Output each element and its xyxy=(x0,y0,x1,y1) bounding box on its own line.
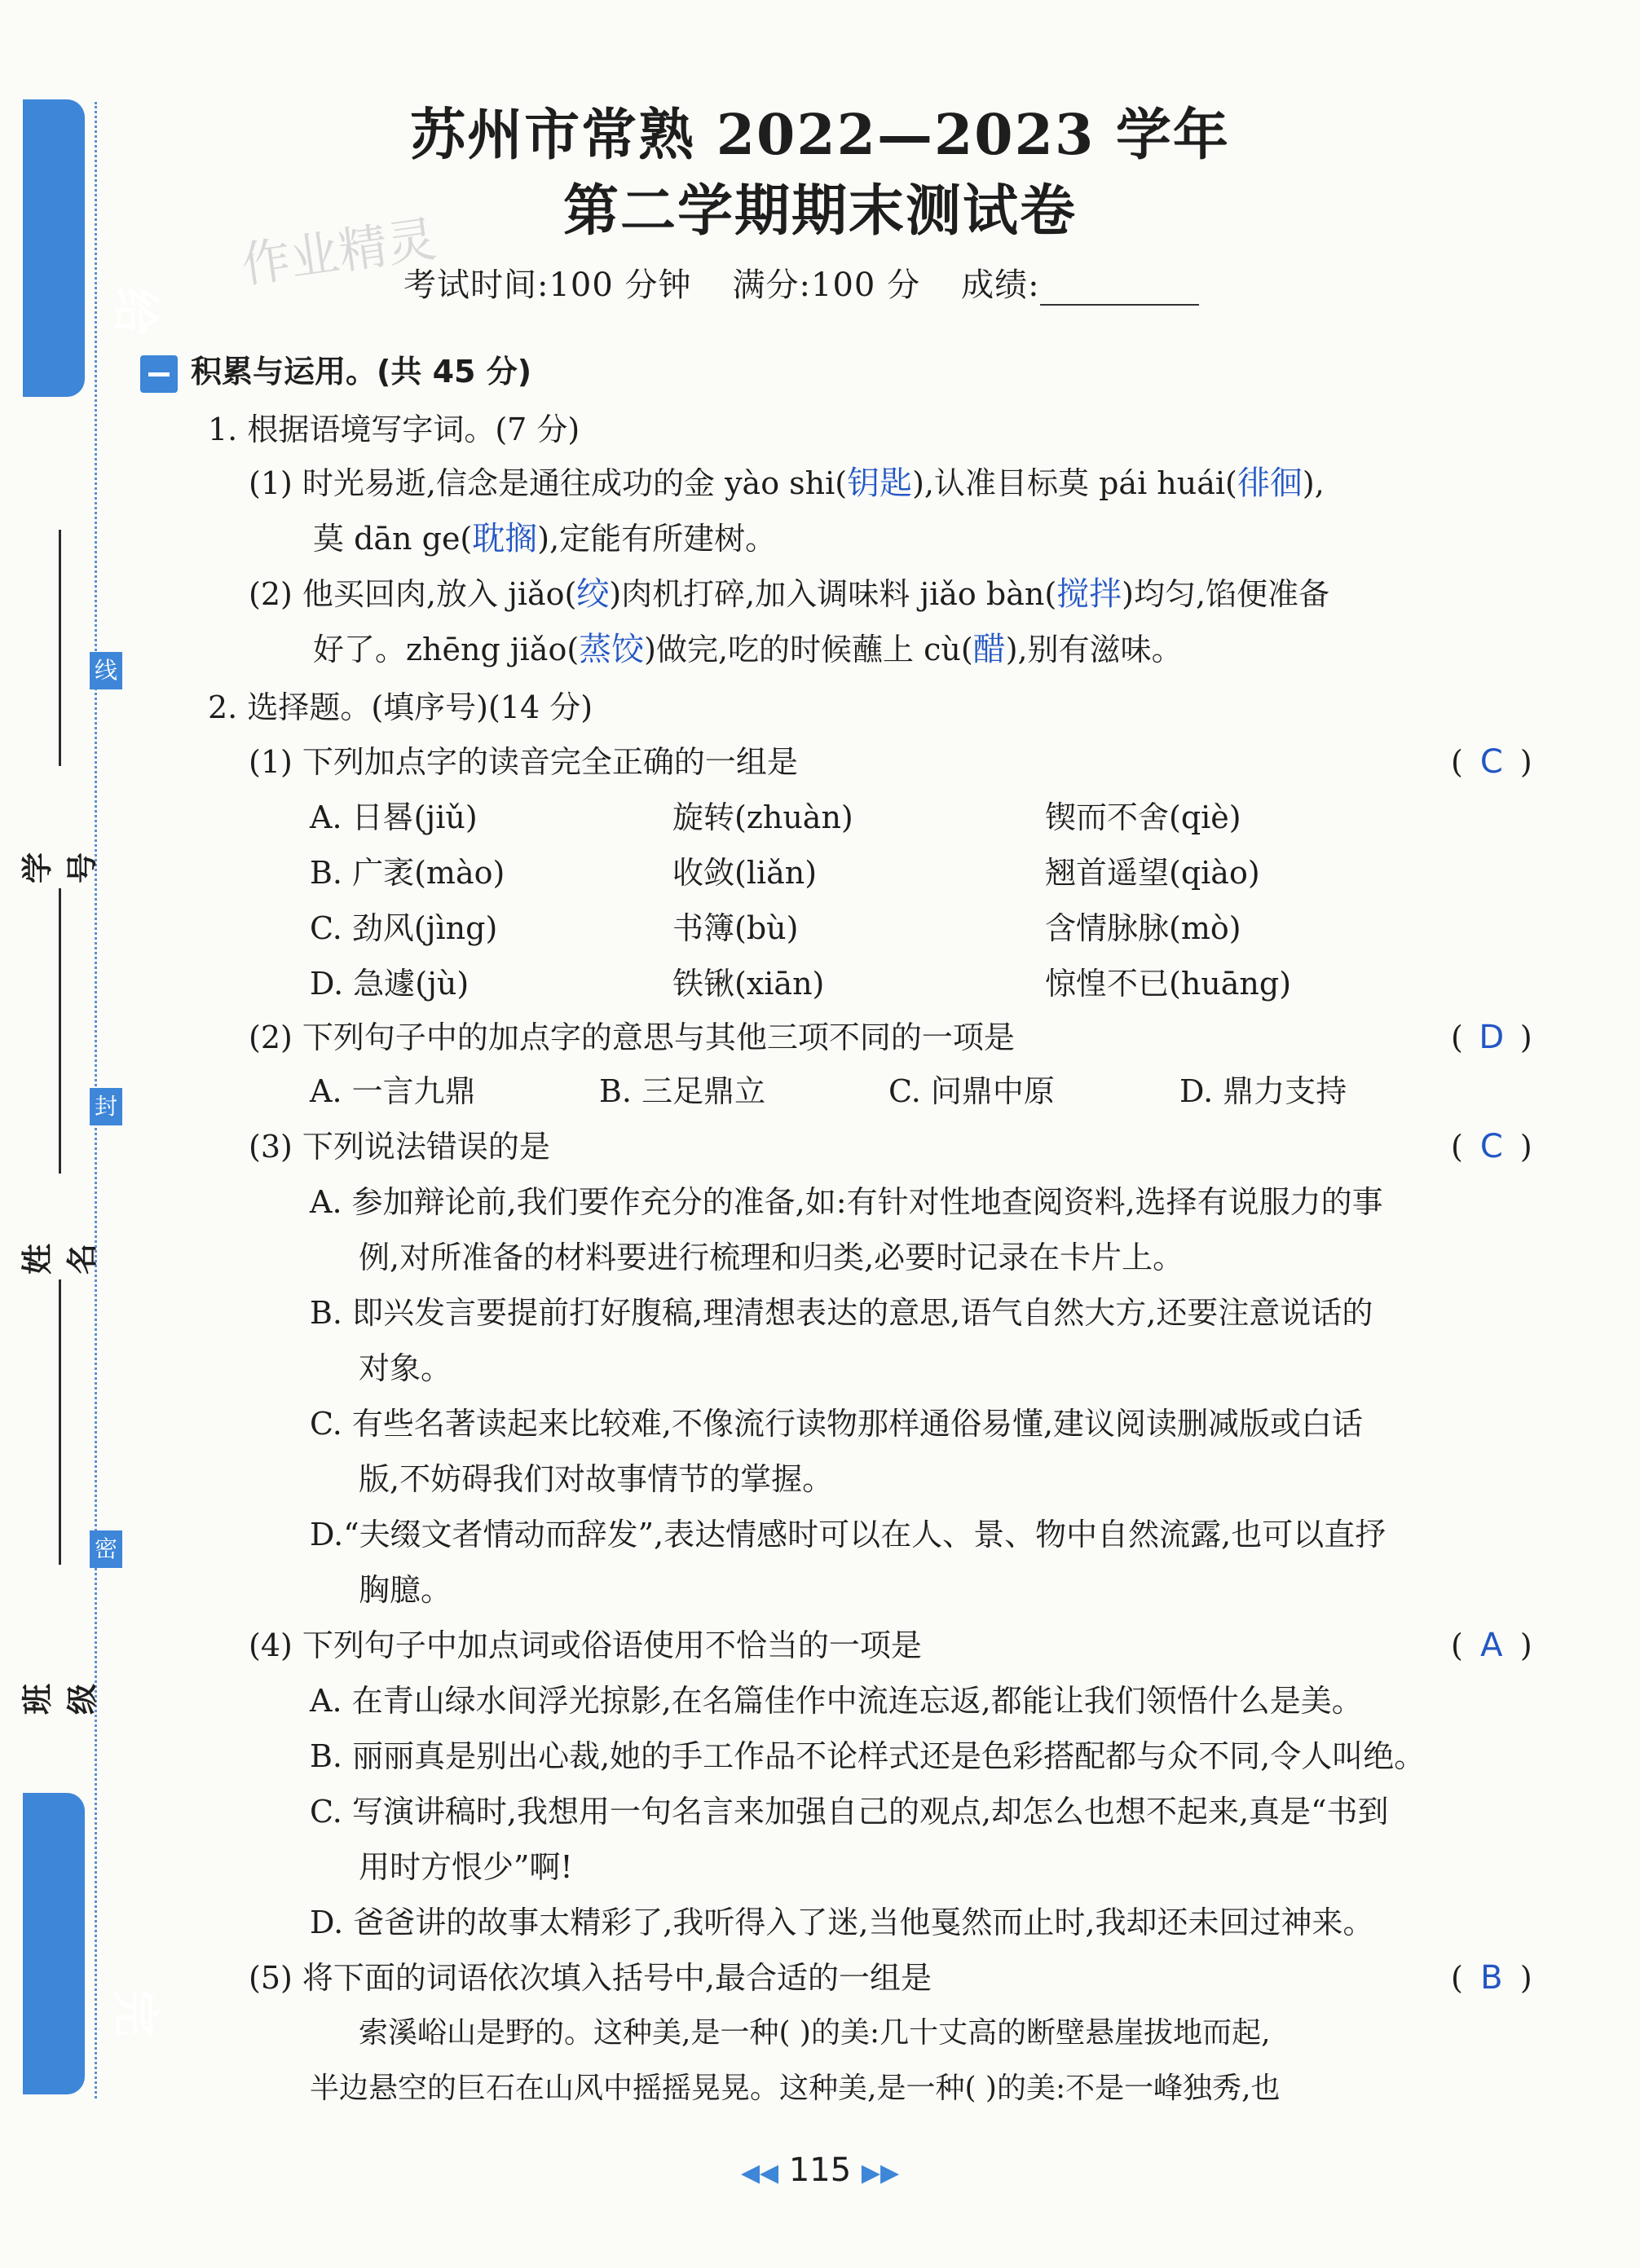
q2-4-stem: (4) 下列句子中加点词或俗语使用不恰当的一项是 xyxy=(249,1627,922,1663)
score-label: 成绩: xyxy=(961,266,1040,304)
answer-text: A xyxy=(1480,1627,1503,1664)
q1-p1-line1: (1) 时光易逝,信念是通往成功的金 yào shi(钥匙),认准目标莫 pái huái(徘徊), xyxy=(249,465,1325,502)
q2-1-d2: 铁锹(xiān) xyxy=(672,966,825,1002)
class-label: 班级 xyxy=(20,1684,100,1715)
q2-3-line: 例,对所准备的材料要进行梳理和归类,必要时记录在卡片上。 xyxy=(359,1240,1184,1275)
section-number-badge xyxy=(140,355,178,393)
q2-1-a2: 旋转(zhuàn) xyxy=(672,799,853,835)
page-number: 115 xyxy=(788,2151,852,2189)
answer-text: 钥匙 xyxy=(847,465,913,502)
q2-3-line: 版,不妨碍我们对故事情节的掌握。 xyxy=(359,1461,834,1497)
q2-4-answer-bracket: ( A ) xyxy=(1451,1627,1532,1664)
q2-2-answer-bracket: ( D ) xyxy=(1451,1019,1532,1056)
answer-text: 徘徊 xyxy=(1237,465,1303,502)
q2-1-b2: 收敛(liǎn) xyxy=(672,855,818,891)
sidebar-tab-top-label: 给 xyxy=(108,287,163,335)
q2-1-d1: D. 急遽(jù) xyxy=(310,966,470,1002)
section-heading: 积累与运用。(共 45 分) xyxy=(140,346,531,393)
page-title-line2: 第二学期期末测试卷 xyxy=(562,178,1077,244)
student-id-line xyxy=(59,530,61,766)
q2-3-line: D.“夫缀文者情动而辞发”,表达情感时可以在人、景、物中自然流露,也可以直抒 xyxy=(310,1517,1387,1552)
class-line xyxy=(59,1279,61,1565)
q2-1-d3: 惊惶不已(huāng) xyxy=(1045,966,1292,1002)
q2-1-a1: A. 日晷(jiǔ) xyxy=(310,799,478,835)
exam-info xyxy=(403,259,1199,306)
seal-line-mark: 线 xyxy=(90,652,122,689)
q2-5-passage-line: 半边悬空的巨石在山风中摇摇晃晃。这种美,是一种( )的美:不是一峰独秀,也 xyxy=(310,2072,1281,2105)
answer-text: 耽搁 xyxy=(472,520,538,557)
q2-4-line: D. 爸爸讲的故事太精彩了,我听得入了迷,当他戛然而止时,我却还未回过神来。 xyxy=(310,1905,1374,1940)
q2-5-stem: (5) 将下面的词语依次填入括号中,最合适的一组是 xyxy=(249,1960,932,1996)
answer-text: 搅拌 xyxy=(1056,575,1122,613)
answer-text: B xyxy=(1480,1959,1503,1997)
q2-2-opt-b: B. 三足鼎立 xyxy=(599,1073,766,1109)
answer-text: 绞 xyxy=(576,575,610,613)
q2-1-a3: 锲而不舍(qiè) xyxy=(1045,799,1241,835)
sidebar-tab-bottom-label: 完 xyxy=(108,1988,163,2037)
q2-2-opt-d: D. 鼎力支持 xyxy=(1179,1073,1347,1109)
answer-text: C xyxy=(1479,743,1503,781)
q2-3-answer-bracket: ( C ) xyxy=(1451,1128,1532,1165)
page-footer xyxy=(0,2151,1640,2189)
student-id-label: 学号 xyxy=(20,852,100,884)
q2-3-stem: (3) 下列说法错误的是 xyxy=(249,1129,550,1165)
q2-3-line: A. 参加辩论前,我们要作充分的准备,如:有针对性地查阅资料,选择有说服力的事 xyxy=(310,1184,1383,1220)
right-arrows-icon: ▶▶ xyxy=(861,2159,900,2187)
q2-1-b3: 翘首遥望(qiào) xyxy=(1045,855,1260,891)
q1-p2-line1: (2) 他买回肉,放入 jiǎo(绞)肉机打碎,加入调味料 jiǎo bàn(搅拌)均匀,馅便准备 xyxy=(249,575,1330,613)
q2-title: 2. 选择题。(填序号)(14 分) xyxy=(208,689,593,725)
left-arrows-icon: ◀◀ xyxy=(740,2159,779,2187)
q2-5-passage-line: 索溪峪山是野的。这种美,是一种( )的美:几十丈高的断壁悬崖拔地而起, xyxy=(359,2016,1271,2050)
q2-3-line: C. 有些名著读起来比较难,不像流行读物那样通俗易懂,建议阅读删减版或白话 xyxy=(310,1406,1364,1442)
q2-2-stem: (2) 下列句子中的加点字的意思与其他三项不同的一项是 xyxy=(249,1019,1015,1055)
page-title-line1: 苏州市常熟 2022—2023 学年 xyxy=(410,103,1230,168)
q2-1-c2: 书簿(bù) xyxy=(672,910,799,946)
sidebar-tab-bottom xyxy=(23,1793,163,2094)
name-label: 姓名 xyxy=(20,1244,100,1275)
q2-1-stem: (1) 下列加点字的读音完全正确的一组是 xyxy=(249,744,798,780)
q1-p2-line2: 好了。zhēng jiǎo(蒸饺)做完,吃的时候蘸上 cù(醋),别有滋味。 xyxy=(313,631,1183,668)
score-blank xyxy=(1040,276,1199,306)
q2-3-line: B. 即兴发言要提前打好腹稿,理清想表达的意思,语气自然大方,还要注意说话的 xyxy=(310,1295,1373,1331)
seal-seal-mark: 封 xyxy=(90,1088,122,1125)
answer-text: C xyxy=(1479,1128,1503,1165)
q2-3-line: 对象。 xyxy=(359,1350,452,1386)
q1-p1-line2: 莫 dān ge(耽搁),定能有所建树。 xyxy=(313,520,777,557)
seal-dense-mark: 密 xyxy=(90,1530,122,1568)
exam-time: 考试时间:100 分钟 xyxy=(403,266,692,304)
q2-4-line: C. 写演讲稿时,我想用一句名言来加强自己的观点,却怎么也想不起来,真是“书到 xyxy=(310,1794,1389,1830)
name-line xyxy=(59,888,61,1174)
q2-1-b1: B. 广袤(mào) xyxy=(310,855,505,891)
q2-2-opt-a: A. 一言九鼎 xyxy=(310,1073,476,1109)
q2-1-answer-bracket: ( C ) xyxy=(1451,743,1532,781)
q1-title: 1. 根据语境写字词。(7 分) xyxy=(208,412,580,447)
q2-4-line: A. 在青山绿水间浮光掠影,在名篇佳作中流连忘返,都能让我们领悟什么是美。 xyxy=(310,1683,1363,1719)
q2-1-c3: 含情脉脉(mò) xyxy=(1045,910,1241,946)
q2-5-answer-bracket: ( B ) xyxy=(1451,1959,1532,1997)
answer-text: 醋 xyxy=(972,631,1006,668)
watermark: 作业精灵 xyxy=(237,210,440,295)
q2-4-line: 用时方恨少”啊! xyxy=(359,1849,573,1885)
q2-1-c1: C. 劲风(jìng) xyxy=(310,910,498,946)
answer-text: 蒸饺 xyxy=(579,631,645,668)
q2-4-line: B. 丽丽真是别出心裁,她的手工作品不论样式还是色彩搭配都与众不同,令人叫绝。 xyxy=(310,1738,1426,1774)
answer-text: D xyxy=(1479,1019,1505,1056)
exam-full-score: 满分:100 分 xyxy=(732,266,921,304)
q2-3-line: 胸臆。 xyxy=(359,1572,452,1608)
q2-2-opt-c: C. 问鼎中原 xyxy=(888,1073,1055,1109)
